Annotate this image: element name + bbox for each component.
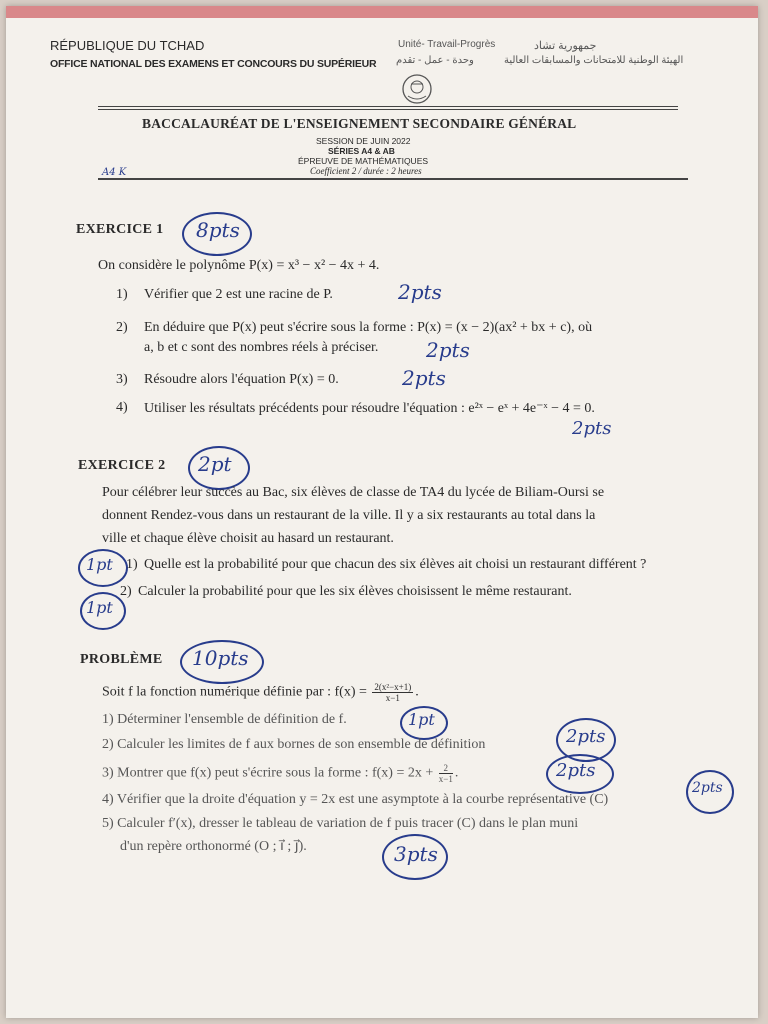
exam-session: SESSION DE JUIN 2022 (316, 136, 411, 146)
header-republic-arabic: جمهورية تشاد (534, 40, 597, 52)
exercise1-points: 8pts (196, 218, 240, 242)
problem-points: 10pts (192, 646, 249, 670)
header-republic: RÉPUBLIQUE DU TCHAD (50, 38, 205, 53)
header-motto-arabic: وحدة - عمل - تقدم (396, 55, 474, 66)
exercise1-q1-text: Vérifier que 2 est une racine de P. (144, 287, 333, 302)
problem-intro (102, 682, 419, 703)
exam-coefficient: Coefficient 2 / durée : 2 heures (310, 166, 422, 176)
exercise1-q4-points: 2pts (572, 418, 612, 439)
problem-q3-points: 2pts (556, 760, 596, 781)
header-rule-bottom (98, 178, 688, 180)
exercise1-q1-num: 1) (116, 287, 128, 302)
header-rule-top-2 (98, 109, 678, 110)
problem-q1-text: 1) Déterminer l'ensemble de définition de f. (102, 712, 347, 727)
header-motto: Unité- Travail-Progrès (398, 39, 496, 50)
problem-q3 (102, 763, 458, 784)
exercise1-title: EXERCICE 1 (76, 222, 164, 237)
exercise2-q1-points: 1pt (86, 555, 113, 574)
problem-q3-fraction (439, 763, 453, 784)
exercise2-q1-text: Quelle est la probabilité pour que chacun des six élèves ait choisi un restaurant différent ? (144, 557, 647, 572)
exercise1-q2-text: En déduire que P(x) peut s'écrire sous la forme : P(x) = (x − 2)(ax² + bx + c), où (144, 320, 593, 335)
problem-intro-fraction (372, 682, 413, 703)
problem-q3-text: 3) Montrer que f(x) peut s'écrire sous la forme : f(x) = 2x + (102, 765, 434, 781)
exercise1-q2-num: 2) (116, 320, 128, 335)
problem-q4-points: 2pts (692, 780, 723, 796)
exercise1-q4-text: Utiliser les résultats précédents pour résoudre l'équation : e²ˣ − eˣ + 4e⁻ˣ − 4 = 0. (144, 401, 595, 416)
exercise1-q2-text2: a, b et c sont des nombres réels à préciser. (144, 340, 379, 355)
exercise2-q1-num: 1) (126, 557, 138, 572)
emblem-icon (400, 72, 434, 106)
problem-intro-text: Soit f la fonction numérique définie par : f(x) = (102, 684, 367, 700)
problem-intro-numerator: 2(x²−x+1) (374, 682, 412, 692)
top-edge-band (6, 6, 758, 18)
exercise2-q2-num: 2) (120, 584, 132, 599)
exercise1-intro: On considère le polynôme P(x) = x³ − x² − 4x + 4. (98, 258, 380, 273)
exercise2-points: 2pt (198, 452, 232, 476)
problem-intro-end: . (415, 684, 419, 700)
exercise2-para-line2: donnent Rendez-vous dans un restaurant de la ville. Il y a six restaurants au total dans la (102, 508, 596, 523)
exercise2-para-line1: Pour célébrer leur succès au Bac, six élèves de classe de TA4 du lycée de Biliam-Oursi se (102, 485, 605, 500)
exercise2-q2-points: 1pt (86, 598, 113, 617)
header-office-arabic: الهيئة الوطنية للامتحانات والمسابقات العالية (504, 55, 684, 66)
exam-series: SÉRIES A4 & AB (328, 146, 395, 156)
problem-q2-points: 2pts (566, 726, 606, 747)
problem-q1-points: 1pt (408, 710, 435, 729)
problem-title: PROBLÈME (80, 652, 163, 667)
exam-page (6, 6, 758, 1018)
exam-subject: ÉPREUVE DE MATHÉMATIQUES (298, 156, 429, 166)
corner-handwritten-mark: A4 K (102, 167, 127, 178)
header-rule-top (98, 106, 678, 107)
problem-q5-text2: d'un repère orthonormé (O ; i⃗ ; j⃗). (120, 839, 307, 854)
problem-q3-end: . (454, 765, 459, 781)
exercise1-q3-num: 3) (116, 372, 128, 387)
problem-q4-text: 4) Vérifier que la droite d'équation y = 2x est une asymptote à la courbe représentative (C) (102, 792, 609, 807)
exam-title: BACCALAURÉAT DE L'ENSEIGNEMENT SECONDAIRE GÉNÉRAL (142, 116, 577, 131)
problem-q5-points: 3pts (394, 842, 438, 866)
exercise2-q2-text: Calculer la probabilité pour que les six élèves choisissent le même restaurant. (138, 584, 572, 599)
problem-q5-text: 5) Calculer f′(x), dresser le tableau de variation de f puis tracer (C) dans le plan muni (102, 816, 579, 831)
exercise1-q4-num: 4) (116, 400, 128, 415)
problem-intro-denominator: x−1 (385, 693, 400, 703)
exercise1-q1-points: 2pts (398, 280, 442, 304)
exercise1-q3-points: 2pts (402, 366, 446, 390)
problem-q3-denominator: x−1 (438, 774, 453, 784)
exercise1-q3-text: Résoudre alors l'équation P(x) = 0. (144, 372, 339, 387)
header-office: OFFICE NATIONAL DES EXAMENS ET CONCOURS DU SUPÉRIEUR (50, 58, 377, 70)
exercise2-title: EXERCICE 2 (78, 458, 166, 473)
exercise1-q2-points: 2pts (426, 338, 470, 362)
problem-q2-text: 2) Calculer les limites de f aux bornes de son ensemble de définition (102, 737, 486, 752)
problem-q3-numerator: 2 (439, 763, 453, 774)
exercise2-para-line3: ville et chaque élève choisit au hasard un restaurant. (102, 531, 394, 546)
